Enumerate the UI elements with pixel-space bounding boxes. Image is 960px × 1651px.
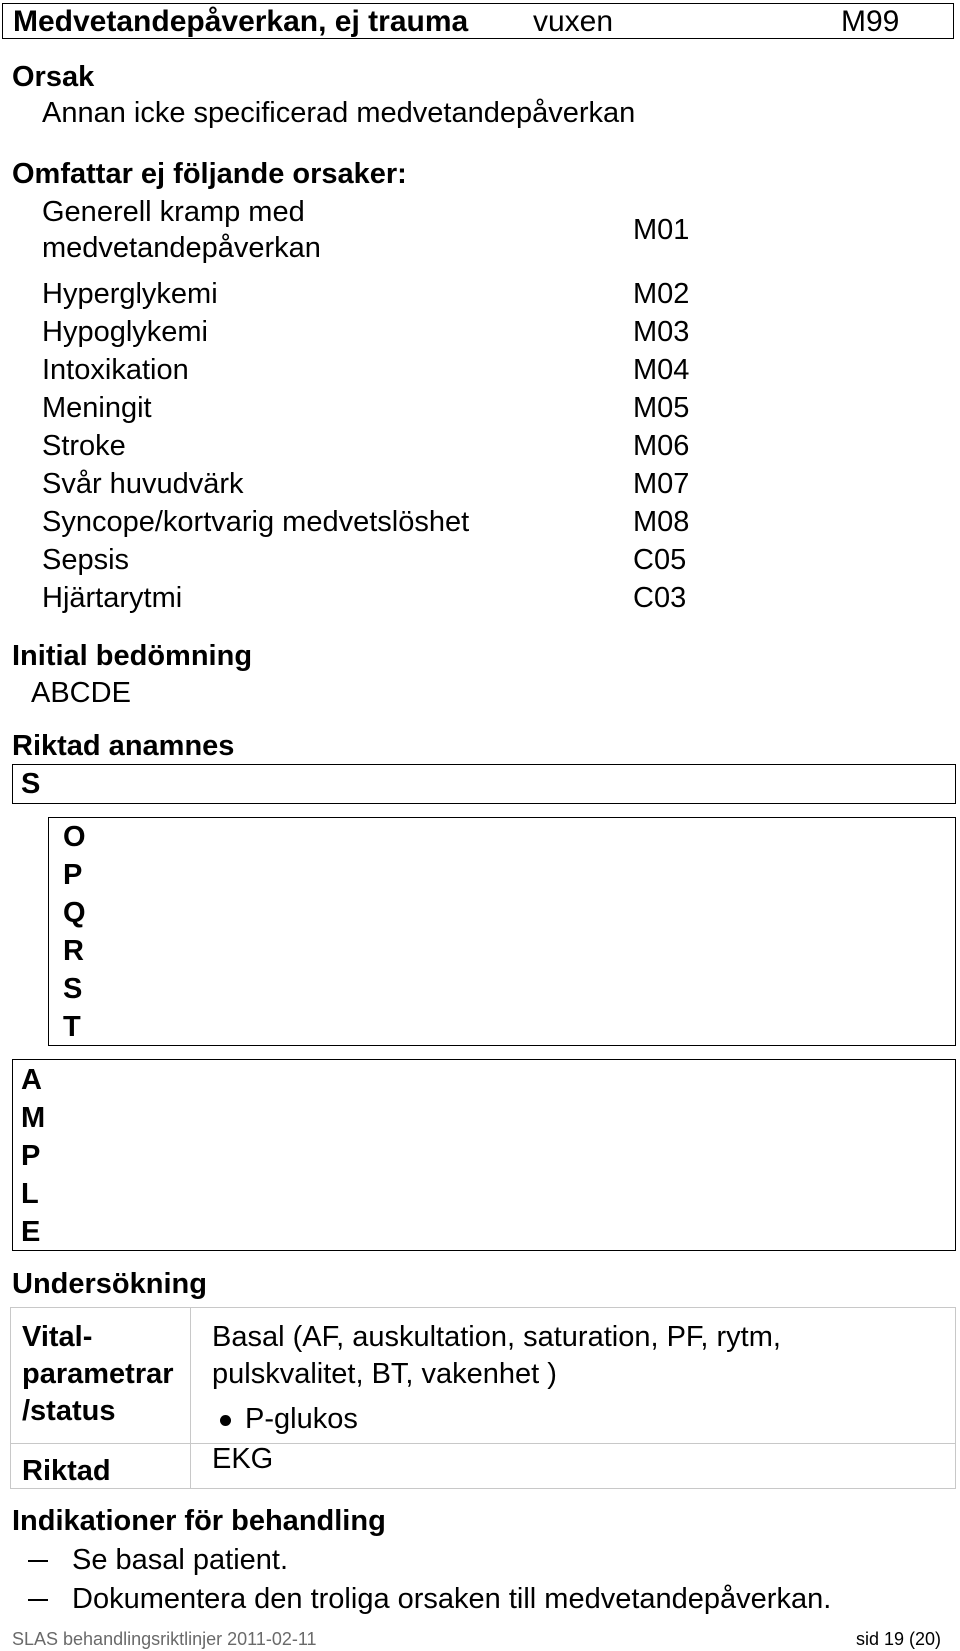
bullet-text: P-glukos [245,1403,358,1435]
initial-text: ABCDE [31,677,131,709]
exclusion-label: Svår huvudvärk [42,468,244,500]
indication-item [28,1580,831,1618]
opqrst-letter: T [63,1011,81,1043]
exclusion-code: M05 [633,392,690,424]
list-item [42,503,722,541]
indications-heading: Indikationer för behandling [12,1505,386,1537]
exclusion-label: Hyperglykemi [42,278,218,310]
opqrst-letter: S [63,973,83,1005]
riktad-label: Riktad [22,1455,111,1487]
opqrst-letter: Q [63,897,86,929]
cause-heading: Orsak [12,61,95,93]
list-item [42,351,722,389]
opqrst-letter: R [63,935,84,967]
exclusion-label: Intoxikation [42,354,189,386]
footer-source: SLAS behandlingsriktlinjer 2011-02-11 [12,1629,317,1649]
page-number: sid 19 (20) [856,1629,942,1649]
exclusion-first-code: M01 [633,214,690,246]
exam-divider [190,1307,191,1489]
exclusion-list [42,275,722,617]
dash-icon [28,1560,48,1562]
exclusion-first-line2: medvetandepåverkan [42,232,321,264]
initial-heading: Initial bedömning [12,640,253,672]
anamnes-heading: Riktad anamnes [12,730,235,762]
exclusion-first [42,193,742,269]
exclusion-code: M07 [633,468,690,500]
exam-row-divider [10,1443,956,1444]
dash-icon [28,1599,48,1601]
indication-text: Se basal patient. [72,1544,289,1576]
exclusion-code: M02 [633,278,690,310]
exclusion-label: Sepsis [42,544,130,576]
vital-label-1: Vital- [22,1321,93,1353]
protocol-code: M99 [841,5,900,38]
exclusion-code: M03 [633,316,690,348]
exclusion-code: C05 [633,544,687,576]
ample-letter: M [21,1102,46,1134]
ample-letter: E [21,1216,41,1248]
list-item [42,275,722,313]
list-item [42,579,722,617]
vital-label-3: /status [22,1395,116,1427]
exclusion-label: Hjärtarytmi [42,582,183,614]
list-item [42,465,722,503]
exclusions-heading: Omfattar ej följande orsaker: [12,158,407,190]
ample-letter: P [21,1140,41,1172]
exclusion-code: M08 [633,506,690,538]
opqrst-letter: P [63,859,83,891]
opqrst-letter: O [63,821,86,853]
bullet-item [220,1400,358,1438]
ample-list [21,1061,45,1251]
exam-heading: Undersökning [12,1268,207,1300]
opqrst-list [63,818,86,1046]
list-item [42,389,722,427]
title-bar [2,3,954,39]
indication-item [28,1541,288,1579]
list-item [42,541,722,579]
bullet-icon [220,1415,231,1426]
exclusion-first-line1: Generell kramp med [42,196,305,228]
ekg-text: EKG [212,1443,274,1475]
exclusion-label: Stroke [42,430,126,462]
age-group: vuxen [533,5,614,38]
basal-line-2: pulskvalitet, BT, vakenhet ) [212,1358,557,1390]
opqrst-box [48,817,956,1046]
list-item [42,313,722,351]
vital-label-2: parametrar [22,1358,174,1390]
exclusion-label: Meningit [42,392,152,424]
s-box [12,764,956,804]
page-title: Medvetandepåverkan, ej trauma [13,5,469,38]
exclusion-code: M04 [633,354,690,386]
exclusion-code: M06 [633,430,690,462]
ample-letter: L [21,1178,39,1210]
indication-text: Dokumentera den troliga orsaken till medvetandepåverkan. [72,1583,832,1615]
s-letter: S [21,768,41,800]
exclusion-code: C03 [633,582,687,614]
basal-line-1: Basal (AF, auskultation, saturation, PF, rytm, [212,1321,781,1353]
ample-box [12,1059,956,1251]
ample-letter: A [21,1064,42,1096]
exclusion-label: Hypoglykemi [42,316,208,348]
cause-text: Annan icke specificerad medvetandepåverkan [42,97,636,129]
exclusion-label: Syncope/kortvarig medvetslöshet [42,506,470,538]
list-item [42,427,722,465]
